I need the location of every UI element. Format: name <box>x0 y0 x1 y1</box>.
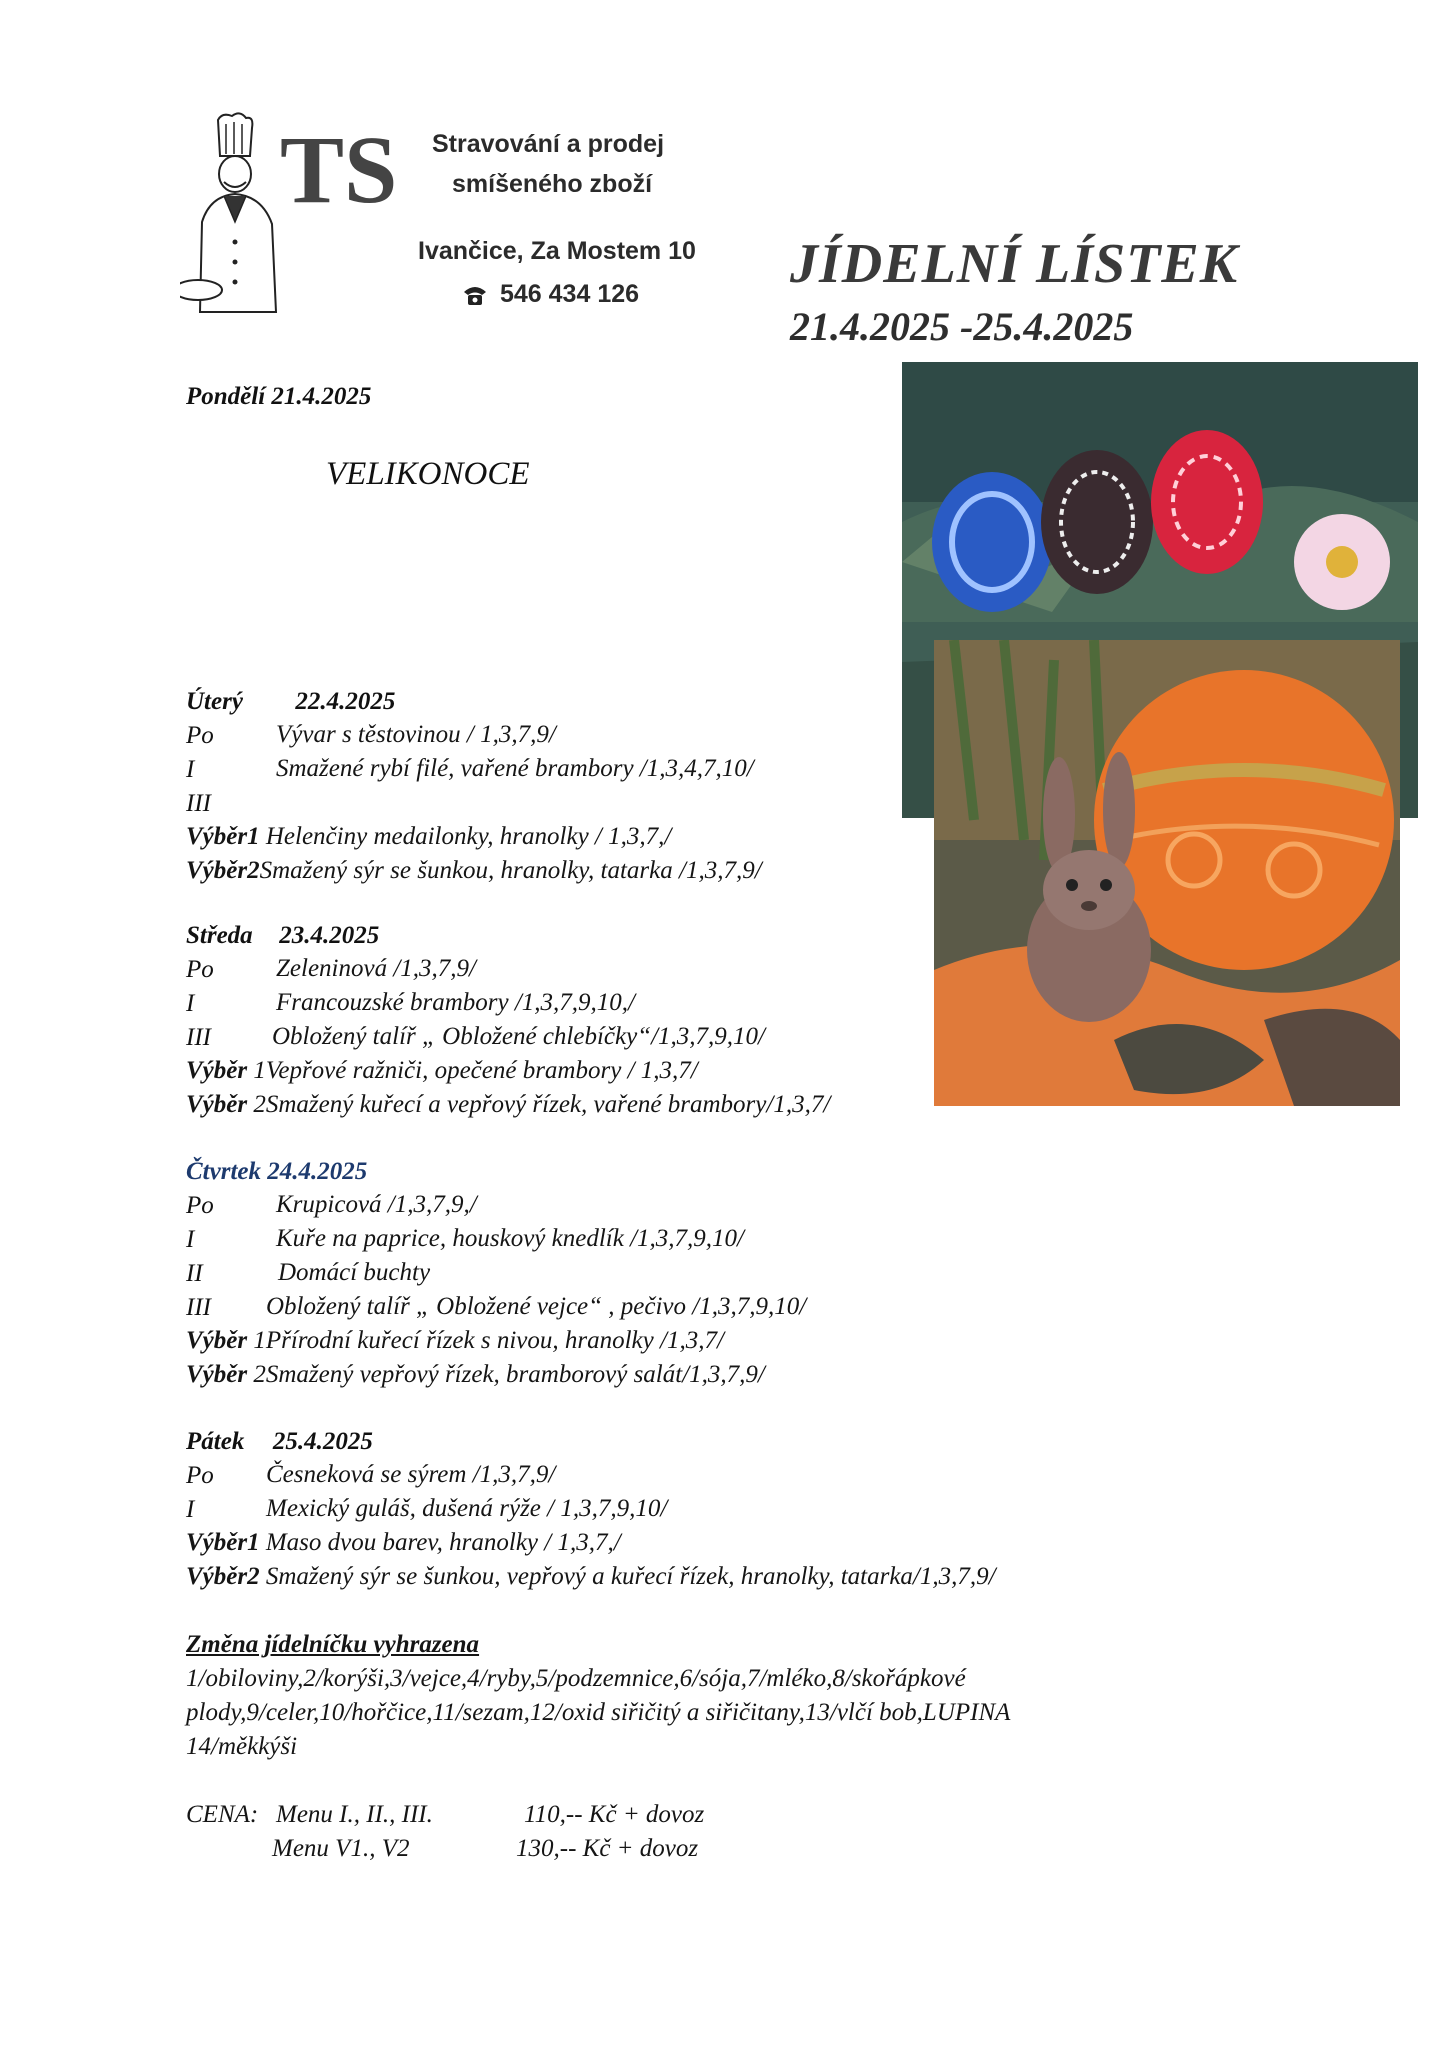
allergens-line-3: 14/měkkýši <box>186 1733 298 1760</box>
allergens-line-1: 1/obiloviny,2/korýši,3/vejce,4/ryby,5/podzemnice,6/sója,7/mléko,8/skořápkové <box>186 1665 966 1692</box>
menu-item-label: Po <box>186 722 214 749</box>
menu-item-text: Krupicová /1,3,7,9,/ <box>276 1191 477 1218</box>
menu-item-text: Maso dvou barev, hranolky / 1,3,7,/ <box>259 1529 621 1556</box>
menu-item-label: Výběr <box>186 1057 248 1084</box>
menu-item-text: Francouzské brambory /1,3,7,9,10,/ <box>276 989 635 1016</box>
menu-item-label: Výběr <box>186 1091 248 1118</box>
menu-item-label: Výběr2 <box>186 857 260 884</box>
menu-item-text: Kuře na paprice, houskový knedlík /1,3,7,9,10/ <box>276 1225 744 1252</box>
menu-item <box>186 1562 996 1592</box>
menu-item-label: Výběr1 <box>186 1529 260 1556</box>
menu-item-label: Po <box>186 1462 214 1489</box>
menu-item-text: Obložený talíř „ Obložené chlebíčky“/1,3,7,9,10/ <box>272 1023 765 1050</box>
friday-date: 25.4.2025 <box>272 1428 373 1455</box>
menu-item-label: I <box>186 1226 195 1253</box>
menu-item-text: 2Smažený vepřový řízek, bramborový salát/1,3,7,9/ <box>247 1361 765 1388</box>
menu-item-label: I <box>186 990 195 1017</box>
menu-item-label: I <box>186 1496 195 1523</box>
phone-icon <box>462 284 488 306</box>
menu-item-text: Helenčiny medailonky, hranolky / 1,3,7,/ <box>259 823 672 850</box>
menu-item-label: Výběr2 <box>186 1563 260 1590</box>
company-address: Ivančice, Za Mostem 10 <box>418 237 696 265</box>
tuesday-day: Úterý <box>186 688 243 715</box>
menu-item-label: III <box>186 1294 211 1321</box>
page-title: JÍDELNÍ LÍSTEK <box>790 233 1239 295</box>
menu-item-text: Domácí buchty <box>278 1259 431 1286</box>
menu-item <box>186 1360 765 1390</box>
menu-item-label: II <box>186 1260 203 1287</box>
wednesday-heading <box>186 922 379 950</box>
menu-item-text: 1Přírodní kuřecí řízek s nivou, hranolky /1,3,7/ <box>247 1327 724 1354</box>
wednesday-date: 23.4.2025 <box>279 922 380 949</box>
menu-item-label: III <box>186 790 211 817</box>
menu-item <box>186 1326 724 1356</box>
menu-item-text: 2Smažený kuřecí a vepřový řízek, vařené brambory/1,3,7/ <box>247 1091 831 1118</box>
menu-item <box>186 1056 698 1086</box>
phone-number: 546 434 126 <box>500 280 640 308</box>
friday-day: Pátek <box>186 1428 245 1455</box>
monday-note: VELIKONOCE <box>326 456 530 492</box>
menu-item-label: Po <box>186 1192 214 1219</box>
menu-item-text: 1Vepřové ražniči, opečené brambory / 1,3,7/ <box>247 1057 698 1084</box>
tuesday-heading <box>186 688 395 716</box>
price-amount-2: 130,-- Kč + dovoz <box>516 1835 699 1862</box>
menu-item <box>186 1090 830 1120</box>
menu-item-label: III <box>186 1024 211 1051</box>
menu-item-label: I <box>186 756 195 783</box>
menu-item-text: Zeleninová /1,3,7,9/ <box>276 955 476 982</box>
company-line-2: smíšeného zboží <box>452 170 653 198</box>
change-note: Změna jídelníčku vyhrazena <box>186 1631 480 1658</box>
thursday-heading: Čtvrtek 24.4.2025 <box>186 1158 368 1185</box>
wednesday-day: Středa <box>186 922 253 949</box>
menu-item-text: Česneková se sýrem /1,3,7,9/ <box>266 1461 556 1488</box>
date-range: 21.4.2025 -25.4.2025 <box>790 304 1134 349</box>
allergens-line-2: plody,9/celer,10/hořčice,11/sezam,12/oxid siřičitý a siřičitany,13/vlčí bob,LUPINA <box>186 1699 1011 1726</box>
menu-item <box>186 856 762 886</box>
menu-item-text: Smažený sýr se šunkou, vepřový a kuřecí řízek, hranolky, tatarka/1,3,7,9/ <box>259 1563 996 1590</box>
menu-item-label: Po <box>186 956 214 983</box>
friday-heading <box>186 1428 373 1456</box>
menu-item-text: Smažený sýr se šunkou, hranolky, tatarka /1,3,7,9/ <box>259 857 762 884</box>
company-phone <box>462 280 639 309</box>
chef-logo-icon <box>180 112 400 322</box>
price-menu-1: Menu I., II., III. <box>276 1801 433 1828</box>
menu-item-text: Vývar s těstovinou / 1,3,7,9/ <box>276 721 556 748</box>
menu-item <box>186 1528 621 1558</box>
price-amount-1: 110,-- Kč + dovoz <box>524 1801 705 1828</box>
easter-bunny-photo <box>934 640 1400 1106</box>
menu-item-label: Výběr1 <box>186 823 260 850</box>
monday-heading: Pondělí 21.4.2025 <box>186 383 372 410</box>
company-line-1: Stravování a prodej <box>432 130 665 158</box>
menu-item-text: Mexický guláš, dušená rýže / 1,3,7,9,10/ <box>266 1495 668 1522</box>
tuesday-date: 22.4.2025 <box>295 688 396 715</box>
menu-item-label: Výběr <box>186 1361 248 1388</box>
menu-item <box>186 822 671 852</box>
price-label: CENA: <box>186 1801 259 1828</box>
menu-item-text: Smažené rybí filé, vařené brambory /1,3,4,7,10/ <box>276 755 754 782</box>
menu-item-text: Obložený talíř „ Obložené vejce“ , pečivo /1,3,7,9,10/ <box>266 1293 807 1320</box>
menu-item-label: Výběr <box>186 1327 248 1354</box>
svg-text:TS: TS <box>280 116 398 223</box>
price-menu-2: Menu V1., V2 <box>272 1835 410 1862</box>
